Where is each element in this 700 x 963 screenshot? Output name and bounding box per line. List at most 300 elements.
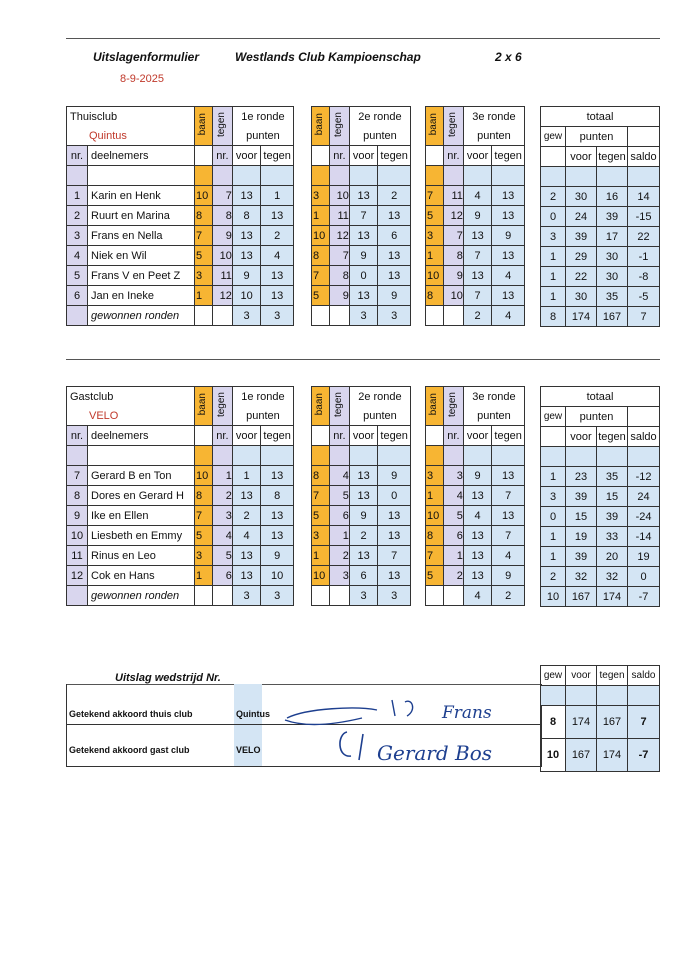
gew-header: gew [541,407,566,427]
won-rounds-against: 3 [261,586,294,606]
opponent-nr: 10 [329,186,349,206]
points-against: 1 [261,186,294,206]
home-round-2-table [311,106,411,326]
round-row [426,566,525,586]
lane: 8 [426,286,444,306]
opponent-nr: 4 [329,466,349,486]
opponent-nr: 5 [443,506,463,526]
points-for: 2 [349,526,377,546]
participants-header: deelnemers [88,146,195,166]
tegen-header: tegen [261,146,294,166]
player-nr: 8 [67,486,88,506]
points-against: 13 [378,506,411,526]
points-against: 7 [492,486,525,506]
player-nr: 10 [67,526,88,546]
round-row [312,486,411,506]
blank-cell [195,426,213,446]
round-row [312,506,411,526]
total-for: 23 [566,467,597,487]
player-nr: 4 [67,246,88,266]
opponent-nr: 10 [443,286,463,306]
lane: 5 [426,566,444,586]
spacer-cell [628,167,660,187]
points-against: 8 [261,486,294,506]
voor-header: voor [463,146,491,166]
points-for: 7 [463,286,491,306]
spacer-cell [349,166,377,186]
home-sign-label: Getekend akkoord thuis club [69,709,193,719]
tegen-label: tegen [447,391,459,418]
player-names: Cok en Hans [88,566,195,586]
points-against: 13 [492,466,525,486]
baan-label: baan [197,113,209,136]
player-names: Ruurt en Marina [88,206,195,226]
total-against: 17 [597,227,628,247]
spacer-cell [492,166,525,186]
totals-row [541,547,660,567]
player-nr: 1 [67,186,88,206]
round-title: 2e ronde [349,107,410,127]
tegen-header [212,107,232,146]
tegen-header [329,107,349,146]
baan-header [312,107,330,146]
opponent-nr: 9 [212,226,232,246]
total-against: 39 [597,207,628,227]
round-row [426,466,525,486]
spacer-cell [426,166,444,186]
signatures [267,688,527,764]
total-against: 35 [597,467,628,487]
spacer-cell [628,447,660,467]
opponent-nr: 7 [212,186,232,206]
points-header: punten [349,406,410,426]
voor-header: voor [566,147,597,167]
away-club-label: Gastclub [67,387,195,407]
tegen-header: tegen [261,426,294,446]
player-names: Jan en Ineke [88,286,195,306]
balance: -1 [628,247,660,267]
baan-label: baan [428,113,440,136]
away-club-name: VELO [67,406,195,426]
spacer-cell [261,446,294,466]
wins: 2 [541,187,566,207]
spacer-cell [597,167,628,187]
home-tegen: 167 [597,706,628,739]
home-players-table [66,106,195,326]
spacer-cell [329,306,349,326]
spacer-cell [88,166,195,186]
round-title: 1e ronde [232,387,293,407]
blank-cell [628,127,660,147]
round-row [426,486,525,506]
lane: 1 [426,246,444,266]
round-row [426,226,525,246]
spacer-cell [566,167,597,187]
player-names: Karin en Henk [88,186,195,206]
tegen-label: tegen [216,391,228,418]
totals-row [541,247,660,267]
spacer-cell [492,446,525,466]
spacer-cell [195,166,213,186]
total-for: 19 [566,527,597,547]
round-row [312,206,411,226]
points-for: 13 [463,226,491,246]
points-for: 9 [232,266,260,286]
round-row [195,506,294,526]
opponent-nr: 9 [443,266,463,286]
form-title: Uitslagenformulier [93,50,200,64]
won-rounds-for: 4 [463,586,491,606]
round-title: 3e ronde [463,387,524,407]
player-row [67,566,195,586]
won-rounds-for: 3 [349,306,377,326]
spacer-cell [312,166,330,186]
lane: 7 [195,506,213,526]
lane: 8 [426,526,444,546]
round-row [312,566,411,586]
wins: 1 [541,527,566,547]
lane: 10 [426,266,444,286]
spacer-cell [261,166,294,186]
points-for: 13 [232,186,260,206]
round-row [195,466,294,486]
lane: 10 [195,466,213,486]
wins: 1 [541,547,566,567]
signature-box [66,684,542,767]
spacer-cell [212,166,232,186]
home-saldo: 7 [628,706,660,739]
balance: 24 [628,487,660,507]
points-against: 9 [378,466,411,486]
round-row [426,286,525,306]
total-against: 39 [597,507,628,527]
balance: -14 [628,527,660,547]
spacer-cell [329,586,349,606]
total-for: 30 [566,287,597,307]
round-row [426,546,525,566]
opponent-nr: 1 [329,526,349,546]
spacer-cell [443,586,463,606]
points-against: 13 [492,506,525,526]
round-row [312,186,411,206]
points-against: 9 [261,546,294,566]
player-names: Liesbeth en Emmy [88,526,195,546]
points-against: 4 [492,266,525,286]
points-against: 6 [378,226,411,246]
away-tegen: 174 [597,739,628,772]
won-rounds-against: 4 [492,306,525,326]
lane: 3 [426,226,444,246]
points-for: 7 [463,246,491,266]
player-nr: 12 [67,566,88,586]
points-for: 13 [463,266,491,286]
opponent-nr: 10 [212,246,232,266]
lane: 3 [195,266,213,286]
nr-header: nr. [212,426,232,446]
wins-sum: 8 [541,307,566,327]
player-row [67,286,195,306]
spacer-cell [312,446,330,466]
away-sign-club: VELO [236,745,261,755]
total-against-sum: 174 [597,587,628,607]
lane: 5 [195,526,213,546]
player-row [67,546,195,566]
spacer-cell [463,446,491,466]
away-signature-text: Gerard Bos [377,741,493,764]
lane: 7 [426,186,444,206]
points-against: 4 [492,546,525,566]
tegen-header [212,387,232,426]
total-for: 39 [566,487,597,507]
home-club-name: Quintus [67,126,195,146]
tegen-label: tegen [216,111,228,138]
points-for: 9 [463,466,491,486]
round-row [195,186,294,206]
opponent-nr: 4 [212,526,232,546]
wins: 3 [541,227,566,247]
points-against: 13 [261,526,294,546]
round-title: 1e ronde [232,107,293,127]
spacer-cell [312,586,330,606]
participants-header: deelnemers [88,426,195,446]
blank-cell [312,146,330,166]
points-against: 13 [378,526,411,546]
nr-header: nr. [329,146,349,166]
round-row [195,286,294,306]
baan-header [195,107,213,146]
spacer-cell [378,166,411,186]
spacer-cell [541,167,566,187]
balance: -15 [628,207,660,227]
away-gew: 10 [541,739,566,772]
opponent-nr: 9 [329,286,349,306]
points-header: punten [463,406,524,426]
spacer-cell [232,446,260,466]
won-rounds-against: 2 [492,586,525,606]
total-against: 30 [597,267,628,287]
round-row [312,286,411,306]
points-for: 4 [463,506,491,526]
round-row [312,266,411,286]
round-row [195,566,294,586]
away-round-3-table [425,386,525,606]
points-against: 4 [261,246,294,266]
round-row [195,486,294,506]
round-row [195,226,294,246]
opponent-nr: 8 [212,206,232,226]
tegen-label: tegen [333,111,345,138]
player-row [67,246,195,266]
lane: 1 [312,206,330,226]
away-voor: 167 [566,739,597,772]
points-for: 13 [232,546,260,566]
lane: 5 [426,206,444,226]
won-rounds-label: gewonnen ronden [88,306,195,326]
points-against: 13 [378,266,411,286]
spacer-cell [67,446,88,466]
spacer-cell [378,446,411,466]
won-rounds-label: gewonnen ronden [88,586,195,606]
round-row [426,506,525,526]
points-for: 13 [349,466,377,486]
spacer-cell [426,586,444,606]
opponent-nr: 2 [212,486,232,506]
voor-header: voor [463,426,491,446]
spacer-cell [67,586,88,606]
opponent-nr: 11 [212,266,232,286]
balance: 22 [628,227,660,247]
opponent-nr: 8 [443,246,463,266]
totals-row [541,507,660,527]
tegen-header: tegen [492,426,525,446]
voor-header: voor [566,666,597,686]
spacer-cell [329,166,349,186]
points-against: 9 [378,286,411,306]
spacer-cell [232,166,260,186]
points-for: 8 [232,206,260,226]
lane: 8 [312,246,330,266]
lane: 1 [426,486,444,506]
nr-header: nr. [67,426,88,446]
spacer-cell [195,306,213,326]
balance: -24 [628,507,660,527]
points-against: 13 [378,246,411,266]
player-row [67,226,195,246]
opponent-nr: 12 [329,226,349,246]
round-title: 2e ronde [349,387,410,407]
tegen-header [443,107,463,146]
wins: 1 [541,467,566,487]
points-for: 1 [232,466,260,486]
balance: 14 [628,187,660,207]
player-row [67,506,195,526]
player-nr: 9 [67,506,88,526]
spacer-cell [443,166,463,186]
spacer-cell [88,446,195,466]
points-for: 13 [232,566,260,586]
voor-header: voor [349,426,377,446]
baan-header [312,387,330,426]
tegen-header [443,387,463,426]
round-row [426,526,525,546]
points-for: 4 [232,526,260,546]
away-players-table [66,386,195,606]
blank-cell [541,147,566,167]
points-for: 13 [349,286,377,306]
tegen-header: tegen [378,146,411,166]
opponent-nr: 3 [329,566,349,586]
points-for: 13 [463,526,491,546]
opponent-nr: 11 [329,206,349,226]
points-against: 13 [492,246,525,266]
opponent-nr: 1 [212,466,232,486]
spacer-cell [312,306,330,326]
spacer-cell [195,446,213,466]
tegen-label: tegen [447,111,459,138]
opponent-nr: 11 [443,186,463,206]
lane: 7 [312,486,330,506]
wins: 0 [541,507,566,527]
totals-row [541,527,660,547]
lane: 3 [195,546,213,566]
total-for: 24 [566,207,597,227]
player-row [67,526,195,546]
balance: -5 [628,287,660,307]
won-rounds-against: 3 [378,586,411,606]
baan-label: baan [428,393,440,416]
wins: 1 [541,267,566,287]
points-for: 13 [232,246,260,266]
points-for: 9 [463,206,491,226]
away-round-1-table [194,386,294,606]
round-row [312,246,411,266]
lane: 7 [312,266,330,286]
lane: 5 [312,506,330,526]
points-for: 2 [232,506,260,526]
points-for: 9 [349,506,377,526]
points-against: 10 [261,566,294,586]
won-rounds-for: 3 [232,586,260,606]
spacer-cell [541,447,566,467]
player-names: Niek en Wil [88,246,195,266]
tegen-header: tegen [597,427,628,447]
home-signature-text: Frans [442,703,492,723]
round-row [195,526,294,546]
spacer-cell [329,446,349,466]
lane: 3 [312,526,330,546]
balance: -8 [628,267,660,287]
lane: 3 [426,466,444,486]
baan-header [195,387,213,426]
total-against: 15 [597,487,628,507]
tegen-header: tegen [597,666,628,686]
home-round-3-table [425,106,525,326]
round-title: 3e ronde [463,107,524,127]
round-row [426,246,525,266]
round-row [312,226,411,246]
lane: 7 [426,546,444,566]
points-for: 10 [232,286,260,306]
gew-header: gew [541,666,566,686]
points-for: 13 [232,486,260,506]
event-title: Westlands Club Kampioenschap [235,50,421,64]
points-header: punten [566,127,628,147]
points-for: 13 [349,226,377,246]
total-against: 20 [597,547,628,567]
voor-header: voor [232,146,260,166]
blank-cell [541,427,566,447]
player-row [67,206,195,226]
round-row [426,206,525,226]
gew-header: gew [541,127,566,147]
wins: 0 [541,207,566,227]
player-nr: 3 [67,226,88,246]
points-against: 2 [378,186,411,206]
home-voor: 174 [566,706,597,739]
baan-label: baan [197,393,209,416]
tegen-label: tegen [333,391,345,418]
total-for: 39 [566,227,597,247]
points-for: 13 [349,486,377,506]
totals-row [541,467,660,487]
result-title: Uitslag wedstrijd Nr. [115,672,221,684]
opponent-nr: 6 [329,506,349,526]
totals-row [541,227,660,247]
balance-sum: -7 [628,587,660,607]
lane: 8 [312,466,330,486]
tegen-header: tegen [597,147,628,167]
saldo-header: saldo [628,427,660,447]
